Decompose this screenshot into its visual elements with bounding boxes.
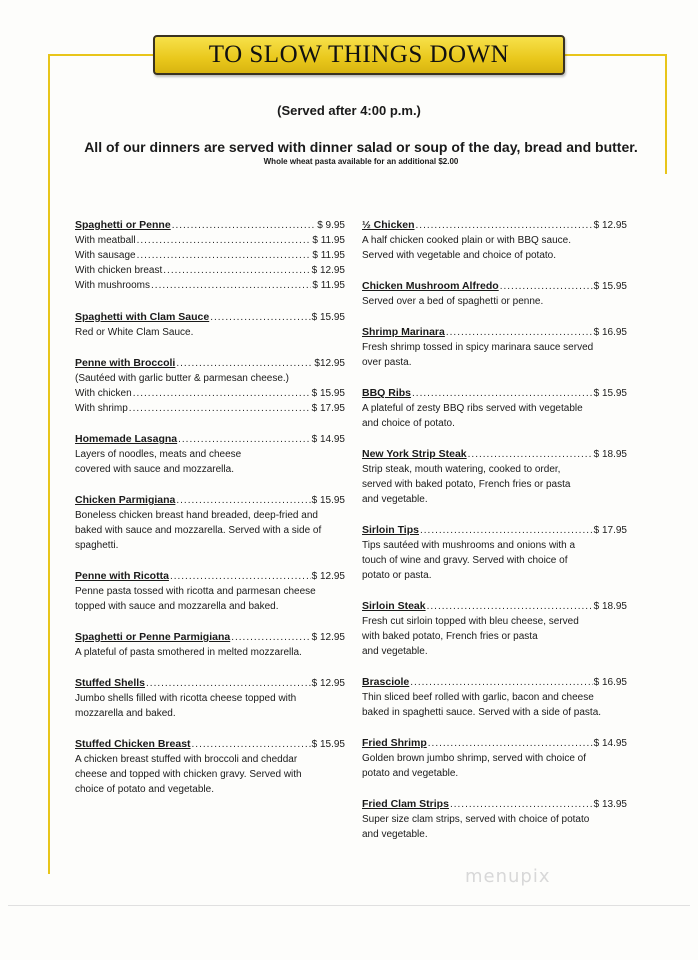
menu-item xyxy=(75,218,345,293)
menu-item xyxy=(75,737,345,797)
item-description: choice of potato and vegetable. xyxy=(75,784,214,795)
item-name: Stuffed Shells xyxy=(75,677,146,689)
item-description: baked with sauce and mozzarella. Served with a side of xyxy=(75,525,322,536)
item-description: touch of wine and gravy. Served with choice of xyxy=(362,555,568,566)
menu-item xyxy=(362,797,627,842)
item-name: Chicken Parmigiana xyxy=(75,494,176,506)
item-price: $ 9.95 xyxy=(317,220,345,231)
frame-left xyxy=(48,54,50,874)
menu-item xyxy=(75,569,345,614)
item-price: $ 12.95 xyxy=(311,678,345,689)
item-description: mozzarella and baked. xyxy=(75,708,176,719)
item-price: $ 12.95 xyxy=(593,220,627,231)
item-name: ½ Chicken xyxy=(362,219,415,231)
menu-item xyxy=(362,599,627,659)
item-description: with baked potato, French fries or pasta xyxy=(362,631,538,642)
item-description: covered with sauce and mozzarella. xyxy=(75,464,234,475)
item-description: Served over a bed of spaghetti or penne. xyxy=(362,296,544,307)
menu-item xyxy=(75,493,345,553)
menu-item xyxy=(362,218,627,263)
item-price: $ 15.95 xyxy=(311,312,345,323)
menu-item xyxy=(75,310,345,340)
menu-item xyxy=(362,736,627,781)
menu-item xyxy=(362,447,627,507)
item-name: New York Strip Steak xyxy=(362,448,467,460)
item-description: Boneless chicken breast hand breaded, deep-fried and xyxy=(75,510,318,521)
item-description: Served with vegetable and choice of potato. xyxy=(362,250,557,261)
item-price: $ 15.95 xyxy=(311,495,345,506)
menu-item xyxy=(362,279,627,309)
menu-column-right xyxy=(362,218,627,842)
item-description: served with baked potato, French fries or pasta xyxy=(362,479,571,490)
option-price: $ 11.95 xyxy=(312,235,345,246)
item-price: $ 14.95 xyxy=(593,738,627,749)
option-price: $ 12.95 xyxy=(311,265,345,276)
menu-item xyxy=(362,675,627,720)
item-name: Fried Shrimp xyxy=(362,737,427,749)
item-price: $ 12.95 xyxy=(311,571,345,582)
item-description: Golden brown jumbo shrimp, served with choice of xyxy=(362,753,586,764)
item-description: potato and vegetable. xyxy=(362,768,459,779)
item-price: $ 12.95 xyxy=(311,632,345,643)
item-name: Spaghetti with Clam Sauce xyxy=(75,311,210,323)
item-description: potato or pasta. xyxy=(362,570,432,581)
menu-column-left xyxy=(75,218,345,797)
option-label: With mushrooms xyxy=(75,280,151,291)
item-price: $ 15.95 xyxy=(311,739,345,750)
menu-item xyxy=(362,386,627,431)
option-price: $ 15.95 xyxy=(311,388,345,399)
served-after-note: (Served after 4:00 p.m.) xyxy=(277,103,421,118)
item-description: baked in spaghetti sauce. Served with a side of pasta. xyxy=(362,707,602,718)
item-description: A half chicken cooked plain or with BBQ sauce. xyxy=(362,235,572,246)
item-description: Super size clam strips, served with choice of potato xyxy=(362,814,590,825)
item-name: Penne with Broccoli xyxy=(75,357,176,369)
item-description: and vegetable. xyxy=(362,646,428,657)
option-label: With shrimp xyxy=(75,403,128,414)
item-price: $ 16.95 xyxy=(593,677,627,688)
item-description: over pasta. xyxy=(362,357,412,368)
item-description: and vegetable. xyxy=(362,494,428,505)
item-name: Stuffed Chicken Breast xyxy=(75,738,191,750)
item-name: Sirloin Tips xyxy=(362,524,419,536)
item-description: and choice of potato. xyxy=(362,418,455,429)
item-name: Sirloin Steak xyxy=(362,600,426,612)
item-price: $ 18.95 xyxy=(593,449,627,460)
item-description: cheese and topped with chicken gravy. Served with xyxy=(75,769,302,780)
item-description: Fresh cut sirloin topped with bleu cheese, served xyxy=(362,616,579,627)
item-description: Thin sliced beef rolled with garlic, bacon and cheese xyxy=(362,692,594,703)
item-description: Strip steak, mouth watering, cooked to order, xyxy=(362,464,561,475)
item-name: Shrimp Marinara xyxy=(362,326,445,338)
item-price: $ 13.95 xyxy=(593,799,627,810)
title-banner xyxy=(153,35,565,75)
item-description: A plateful of pasta smothered in melted mozzarella. xyxy=(75,647,302,658)
menupix-watermark: menupix xyxy=(465,866,551,887)
option-label: With meatball xyxy=(75,235,136,246)
item-price: $12.95 xyxy=(314,358,345,369)
item-price: $ 14.95 xyxy=(311,434,345,445)
menu-item xyxy=(362,325,627,370)
item-description: Fresh shrimp tossed in spicy marinara sauce served xyxy=(362,342,594,353)
item-description: Jumbo shells filled with ricotta cheese topped with xyxy=(75,693,297,704)
item-price: $ 16.95 xyxy=(593,327,627,338)
item-description: A chicken breast stuffed with broccoli and cheddar xyxy=(75,754,298,765)
item-description: Layers of noodles, meats and cheese xyxy=(75,449,242,460)
item-price: $ 15.95 xyxy=(593,388,627,399)
wheat-pasta-note: Whole wheat pasta available for an additional $2.00 xyxy=(263,157,459,166)
item-description: Red or White Clam Sauce. xyxy=(75,327,194,338)
page-title: TO SLOW THINGS DOWN xyxy=(208,41,510,68)
item-price: $ 15.95 xyxy=(593,281,627,292)
item-price: $ 18.95 xyxy=(593,601,627,612)
item-name: BBQ Ribs xyxy=(362,387,412,399)
item-price: $ 17.95 xyxy=(593,525,627,536)
menu-item xyxy=(75,356,345,416)
item-description: spaghetti. xyxy=(75,540,119,551)
option-price: $ 11.95 xyxy=(312,250,345,261)
frame-top-left xyxy=(48,54,154,56)
frame-top-right xyxy=(564,54,667,56)
item-name: Penne with Ricotta xyxy=(75,570,169,582)
item-description: Penne pasta tossed with ricotta and parmesan cheese xyxy=(75,586,316,597)
option-label: With sausage xyxy=(75,250,136,261)
item-description: Tips sautéed with mushrooms and onions with a xyxy=(362,540,576,551)
item-name: Homemade Lasagna xyxy=(75,433,178,445)
dinners-note: All of our dinners are served with dinner salad or soup of the day, bread and butter. xyxy=(84,139,638,155)
item-name: Fried Clam Strips xyxy=(362,798,449,810)
item-name: Chicken Mushroom Alfredo xyxy=(362,280,499,292)
menu-item xyxy=(75,630,345,660)
item-name: Spaghetti or Penne Parmigiana xyxy=(75,631,231,643)
item-name: Brasciole xyxy=(362,676,410,688)
item-description: A plateful of zesty BBQ ribs served with vegetable xyxy=(362,403,583,414)
item-description: topped with sauce and mozzarella and baked. xyxy=(75,601,279,612)
option-price: $ 11.95 xyxy=(312,280,345,291)
menu-item xyxy=(75,676,345,721)
page-bottom-edge xyxy=(8,905,690,906)
item-name: Spaghetti or Penne xyxy=(75,219,171,231)
menu-item xyxy=(362,523,627,583)
item-description: (Sautéed with garlic butter & parmesan cheese.) xyxy=(75,373,289,384)
option-label: With chicken xyxy=(75,388,132,399)
option-price: $ 17.95 xyxy=(311,403,345,414)
item-description: and vegetable. xyxy=(362,829,428,840)
menu-item xyxy=(75,432,345,477)
option-label: With chicken breast xyxy=(75,265,163,276)
